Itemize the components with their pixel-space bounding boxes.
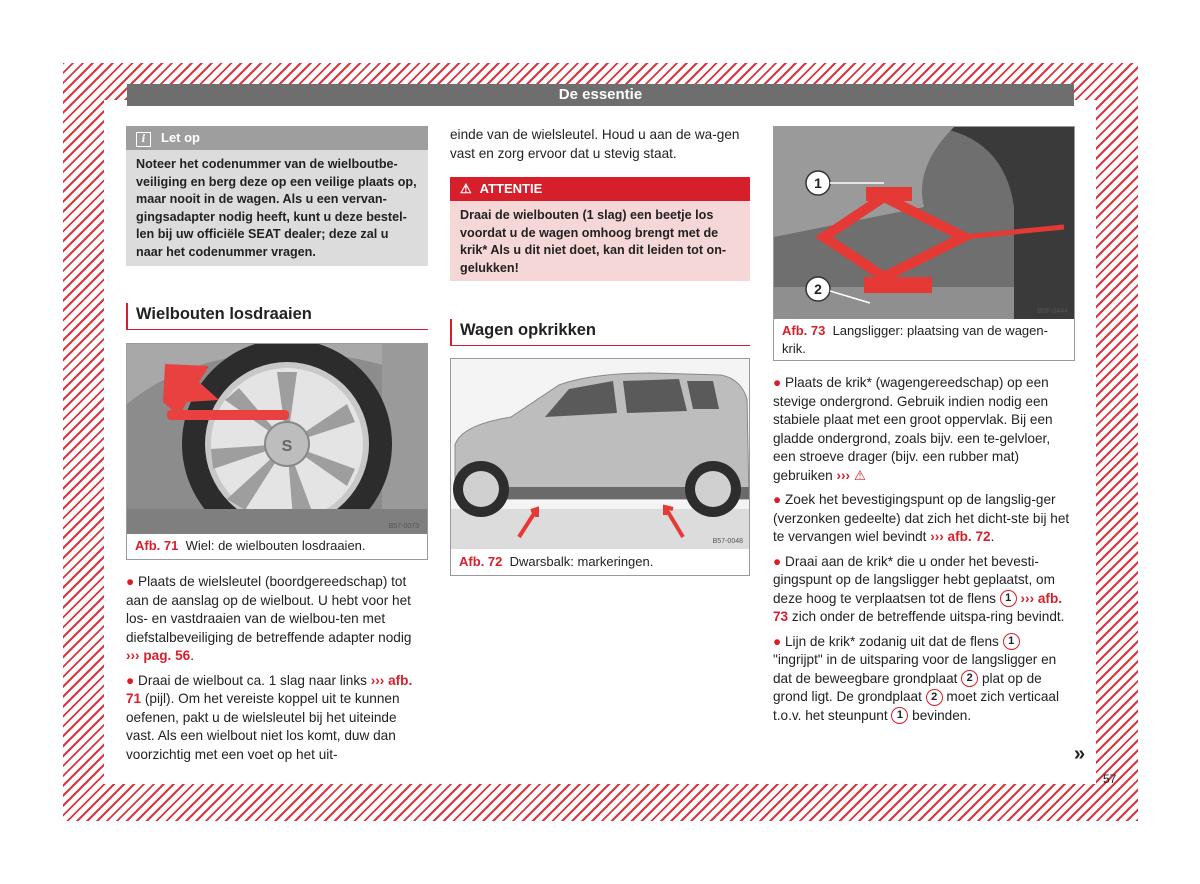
figure-73 [773,126,1075,361]
jack-image [774,127,1074,319]
circled-number: 1 [1003,633,1020,650]
warning-title: ATTENTIE [479,181,543,196]
callout-2: 2 [814,281,822,297]
figure-73-code: B5F-0444 [1037,308,1068,315]
warning-icon: ⚠ [460,181,472,196]
circled-number: 1 [891,707,908,724]
link-afb-72[interactable]: ››› afb. 72 [930,529,991,544]
note-text: Noteer het codenummer van de wielboutbe-veiliging en berg deze op een veilige plaats op, maar nooit in de wagen. Als u een vervan-gingsadapter nodig heeft, kunt u deze bestel-len bij uw officiële SEAT dealer; deze zal u naar het codenummer vragen. [136,157,417,259]
section-title-wielbouten: Wielbouten losdraaien [126,303,428,330]
figure-73-caption [782,322,1068,358]
section-title-wagen-opkrikken: Wagen opkrikken [450,319,750,346]
list-item: ● Draai de wielbout ca. 1 slag naar links ››› afb. 71 (pijl). Om het vereiste koppel uit te kunnen oefenen, pakt u de wielsleutel bij het uiteinde vast. Als een wielbout niet los komt, duw dan voorzichtig met een voet op het uit- [126,672,413,762]
figure-73-number: Afb. 73 [782,323,826,338]
figure-71-caption [135,538,366,553]
circled-number: 2 [926,689,943,706]
note-header [126,126,428,150]
figure-73-caption-text: Langsligger: plaatsing van de wagen-krik. [782,323,1048,356]
figure-72-code: B57-0048 [712,538,743,545]
col2-top-text: einde van de wielsleutel. Houd u aan de wa-gen vast en zorg ervoor dat u stevig staat. [450,127,740,161]
figure-72-caption [459,554,653,569]
col1-bullets [126,573,428,764]
col3-bullets [773,374,1073,725]
note-title: Let op [161,130,200,145]
circled-number: 2 [961,670,978,687]
warning-box [450,177,750,281]
svg-text:S: S [281,438,293,455]
link-afb-73[interactable]: ››› afb. 73 [773,590,1063,624]
link-pag-56[interactable]: ››› pag. 56 [126,648,191,663]
list-item: ● Lijn de krik* zodanig uit dat de flens 1 "ingrijpt" in de uitsparing voor de langsligger en dat de beweegbare grondplaat 2 plat op de grond ligt. De grondplaat 2 moet zich verticaal t.o.v. het steunpunt 1 bevinden. [773,633,1059,723]
page-number: 57 [1103,772,1117,786]
list-item: ● Draai aan de krik* die u onder het bevesti-gingspunt op de langsligger hebt geplaatst, om deze hoog te verplaatsen tot de flens 1 ››› afb. 73 zich onder de betreffende uitspa-ring bevindt. [773,553,1065,624]
warning-header [450,177,750,201]
link-afb-71[interactable]: ››› afb. 71 [126,672,413,706]
list-item: ● Plaats de krik* (wagengereedschap) op een stevige ondergrond. Gebruik indien nodig een stabiele plaat met een groot oppervlak. Bij een gladde ondergrond, zoals bijv. een te-gelvloer, een stroeve drager (bijv. een rubber mat) gebruiken ››› ⚠ [773,375,1053,483]
figure-72-caption-text: Dwarsbalk: markeringen. [509,554,654,569]
note-box [126,126,428,266]
link-warning[interactable]: ››› [836,467,851,483]
figure-71-code: B57-0073 [388,523,419,530]
circled-number: 1 [1000,590,1017,607]
warning-icon: ⚠ [853,467,867,483]
figure-72-number: Afb. 72 [459,554,503,569]
figure-71-number: Afb. 71 [135,538,179,553]
figure-71 [126,343,428,560]
warning-text: Draai de wielbouten (1 slag) een beetje los voordat u de wagen omhoog brengt met de krik* Als u dit niet doet, kan dit leiden tot on-gelukken! [460,208,727,275]
chapter-header: De essentie [127,84,1074,106]
info-icon: i [136,132,151,147]
figure-71-caption-text: Wiel: de wielbouten losdraaien. [185,538,366,553]
figure-72 [450,358,750,576]
list-item: ● Zoek het bevestigingspunt op de langslig-ger (verzonken gedeelte) dat zich het dicht-ste bij het te vervangen wiel bevindt ››› afb. 72. [773,492,1070,544]
wheel-image [127,344,427,534]
car-side-image [451,359,749,549]
callout-1: 1 [814,175,822,191]
list-item: ● Plaats de wielsleutel (boordgereedschap) tot aan de aanslag op de wielbout. U hebt voor het los- en vastdraaien van de wielbou-ten met diefstalbeveiliging de betreffende adapter nodig ››› pag. 56. [126,574,412,663]
continue-marker: » [1074,743,1086,765]
